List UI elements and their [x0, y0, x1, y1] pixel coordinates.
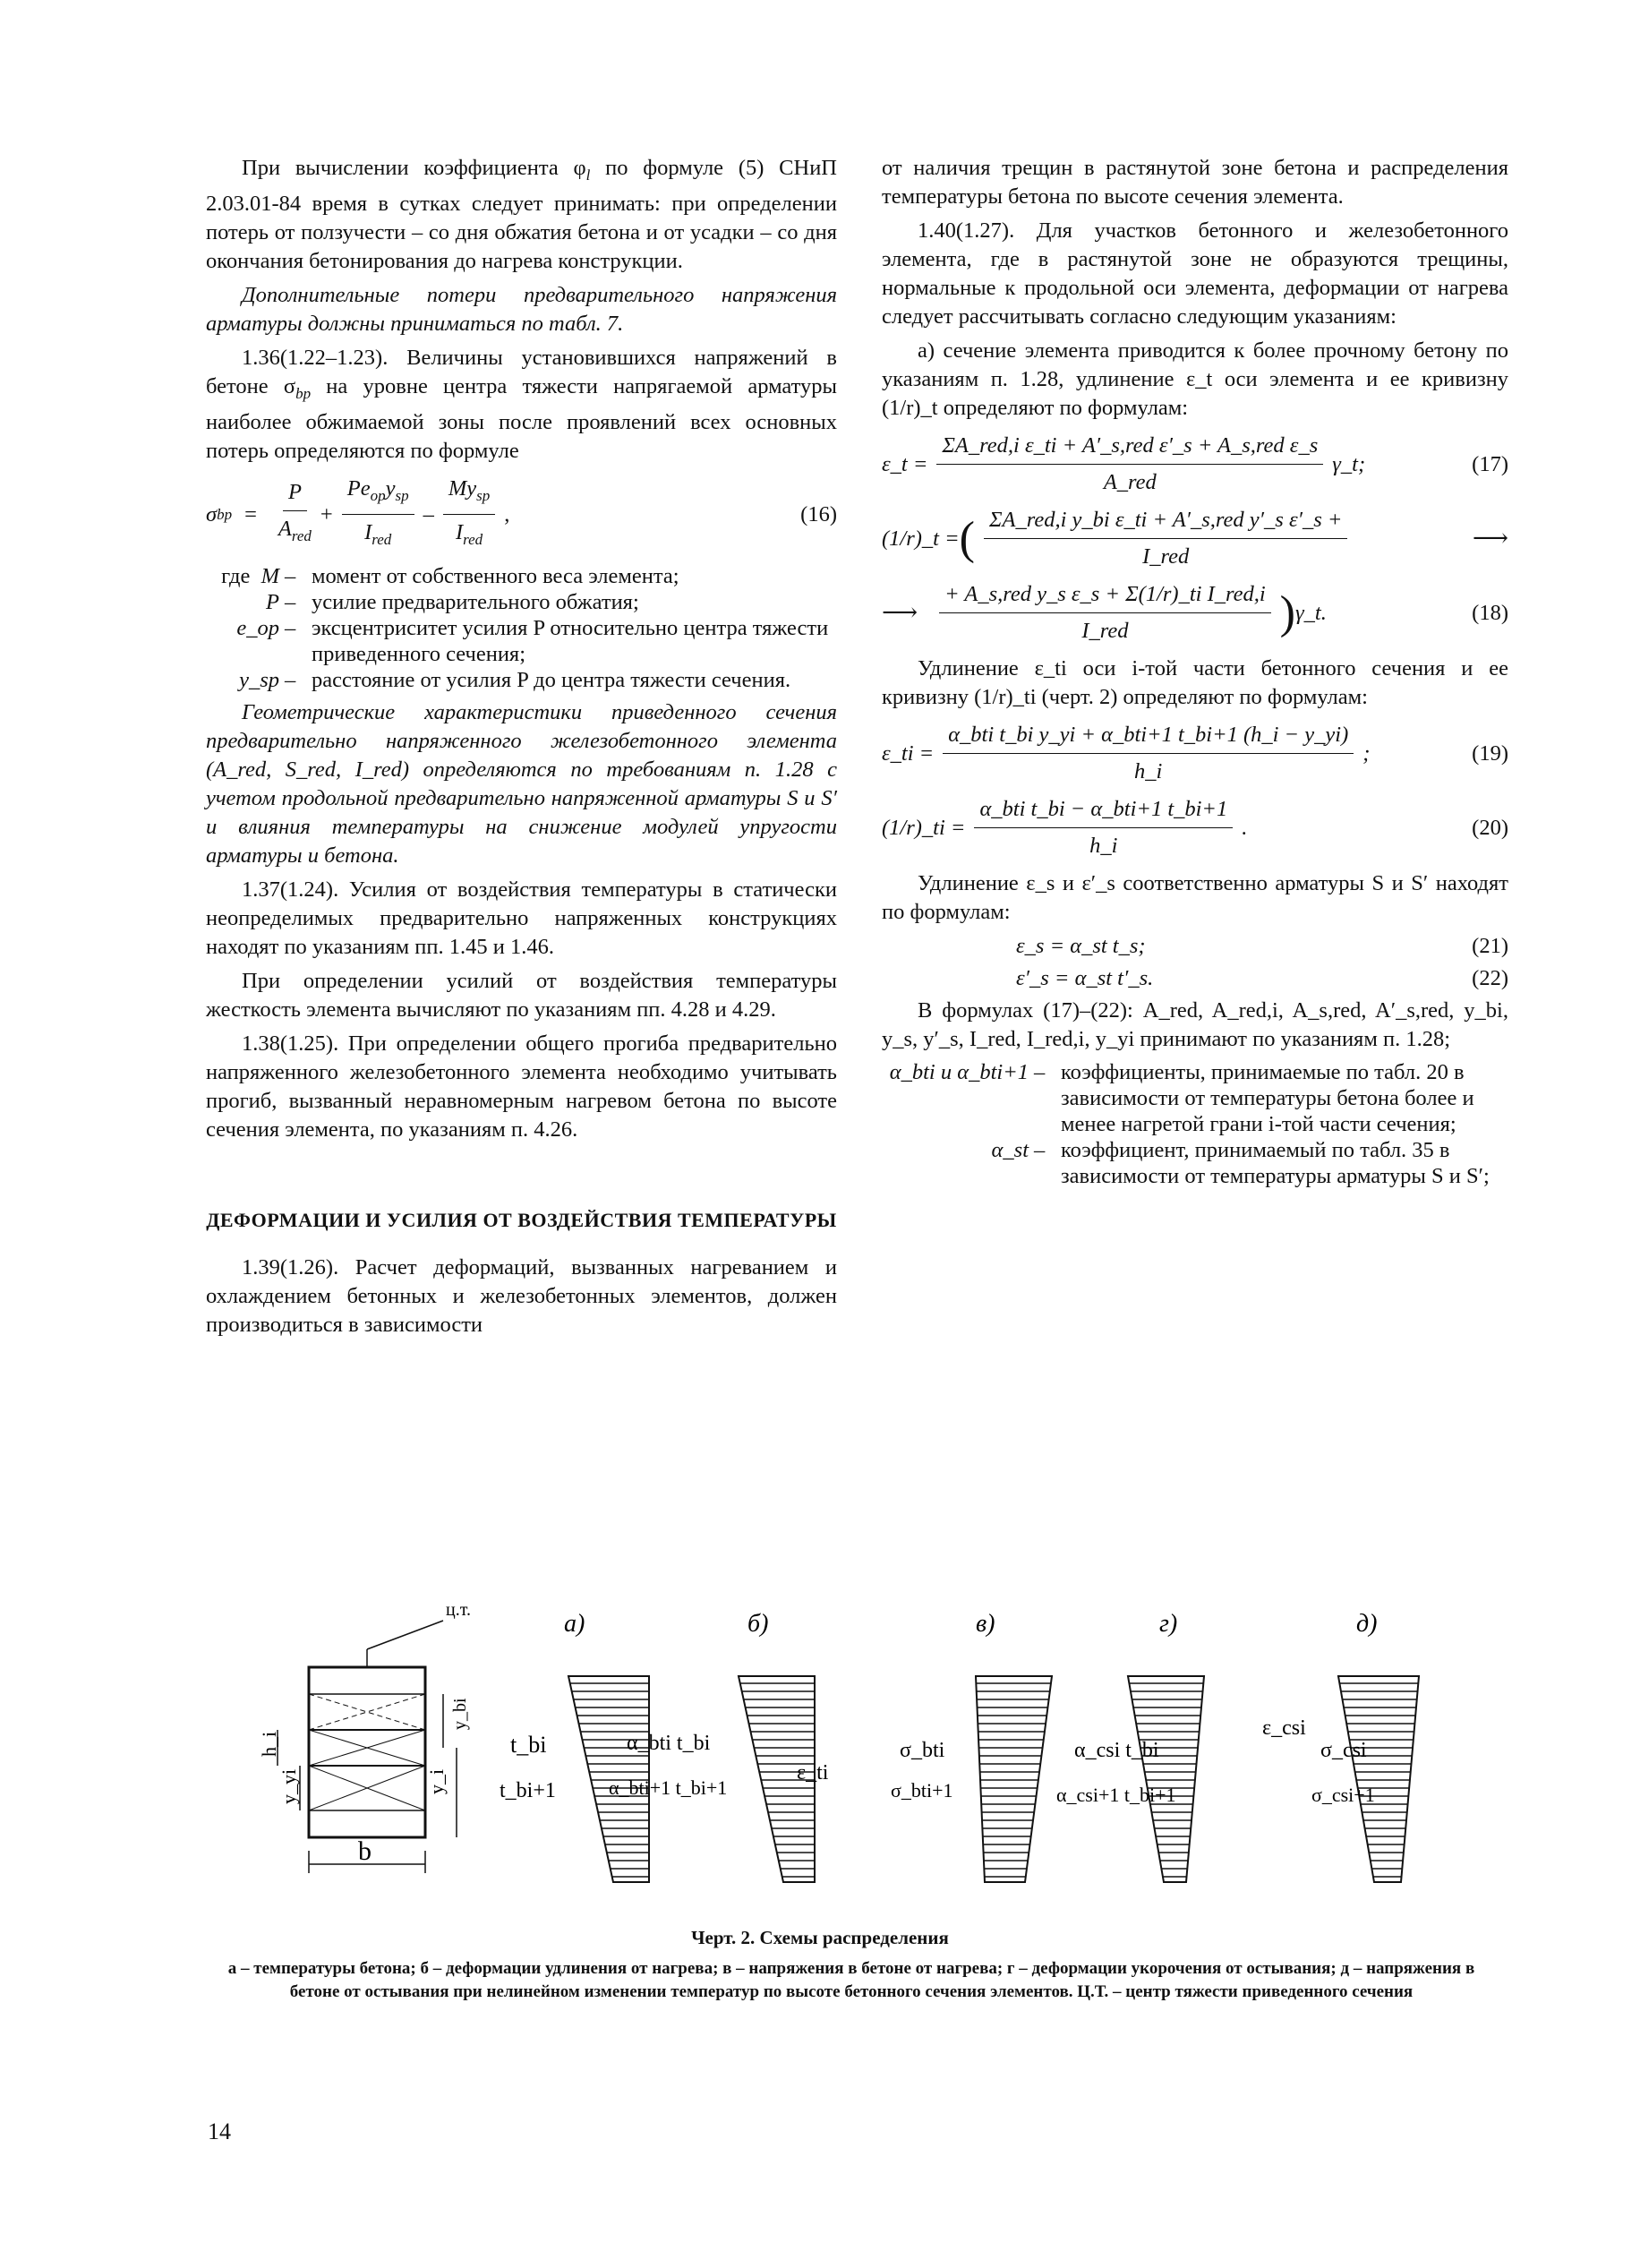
label-scsi1: σ_csi+1 — [1311, 1784, 1375, 1806]
paragraph: При определении усилий от воздействия температуры жесткость элемента вычисляют по указаниям пп. 4.28 и 4.29. — [206, 969, 837, 1022]
yi-label: y_i — [425, 1768, 448, 1794]
paragraph: а) сечение элемента приводится к более прочному бетону по указаниям п. 1.28, удлинение ε_t оси элемента и ее кривизну (1/r)_t определяют по формулам: — [882, 338, 1508, 420]
coefficient-definitions: α_bti и α_bti+1 – коэффициенты, принимаемые по табл. 20 в зависимости от температуры бетона более и менее нагретой грани i-той части сечения; α_st – коэффициент, принимаемый по табл. 35 в зависимости от температуры арматуры S и S′; — [889, 1060, 1490, 1188]
equation-18-line2: ⟶ $\frac{\text{+ A\_s,red y\_s ε\_s + Σ(1/r)\_ti I\_red,i}}{\text{I\_red}}$ ) γ_t. (18) — [882, 582, 1508, 643]
equation-number: (18) — [1472, 600, 1508, 625]
label-scsi: σ_csi — [1320, 1739, 1367, 1762]
label-abti-tbi: α_bti t_bi — [627, 1732, 711, 1755]
panel-letter: д) — [1356, 1610, 1378, 1638]
paragraph-1-39: 1.39(1.26). Расчет деформаций, вызванных нагреванием и охлаждением бетонных и железобетонных элементов, должен производиться в зависимости — [206, 1255, 837, 1337]
paragraph: Удлинение ε_ti оси i-той части бетонного сечения и ее кривизну (1/r)_ti (черт. 2) определяют по формулам: — [882, 656, 1508, 709]
paragraph: Дополнительные потери предварительного напряжения арматуры должны приниматься по табл. 7. — [206, 283, 837, 336]
equation-number: (16) — [800, 501, 837, 526]
equation-number: (19) — [1472, 740, 1508, 766]
panel-letter: в) — [976, 1610, 995, 1638]
figure-caption-text: а – температуры бетона; б – деформации удлинения от нагрева; в – напряжения в бетоне от нагрева; г – деформации укорочения от остывания; д – напряжения в бетоне от остывания при нелинейном изменении температур по высоте бетонного сечения элементов. Ц.Т. – центр тяжести приведенного сечения — [227, 1959, 1475, 2001]
label-ecsi: ε_csi — [1262, 1716, 1306, 1740]
hi-label: h_i — [258, 1731, 280, 1757]
equation-number: (22) — [1472, 966, 1508, 990]
equation-number: (20) — [1472, 815, 1508, 840]
equation-number: (21) — [1472, 934, 1508, 958]
equation-18-line1: (1/r)_t = ( $\frac{\text{ΣA\_red,i y\_bi ε\_ti + A′\_s,red y′\_s ε′\_s +}}{\text{I\_red}}$ ⟶ — [882, 508, 1508, 569]
paragraph-1-36: 1.36(1.22–1.23). Величины установившихся напряжений в бетоне $\sigma_{bp}$ на уровне центра тяжести напрягаемой арматуры наиболее обжимаемой зоны после проявлений всех основных потерь определяются по формуле — [206, 346, 837, 463]
figure-caption-title: Черт. 2. Схемы распределения — [691, 1927, 949, 1948]
yyi-label: y_yi — [278, 1768, 300, 1804]
label-acsi-tbi: α_csi t_bi — [1074, 1739, 1159, 1762]
equation-16: σ bp = $\frac{P}{A_{red}}$ + $\frac{Pe_{op}y_{sp}}{I_{red}}$ – $\frac{My_{sp}}{I_{red}}$ , (16) — [206, 476, 837, 548]
distribution-diagram — [224, 1596, 1513, 1900]
label-sbti: σ_bti — [900, 1739, 945, 1762]
section-heading: ДЕФОРМАЦИИ И УСИЛИЯ ОТ ВОЗДЕЙСТВИЯ ТЕМПЕРАТУРЫ — [206, 1209, 837, 1231]
panel-letter: г) — [1159, 1610, 1178, 1638]
paragraph-1-37: 1.37(1.24). Усилия от воздействия температуры в статически неопределимых предварительно напряженных конструкциях находят по указаниям пп. 1.45 и 1.46. — [206, 877, 837, 959]
paragraph-1-40: 1.40(1.27). Для участков бетонного и железобетонного элемента, где в растянутой зоне не образуются трещины, нормальные к продольной оси элемента, деформации от нагрева следует рассчитывать согласно следующим указаниям: — [882, 218, 1508, 329]
panel-g-shortening — [1056, 1610, 1306, 1882]
paragraph: от наличия трещин в растянутой зоне бетона и распределения температуры бетона по высоте сечения элемента. — [882, 156, 1508, 209]
right-column — [882, 154, 1508, 1194]
ct-label: ц.т. — [446, 1600, 471, 1620]
paragraph: Удлинение ε_s и ε′_s соответственно арматуры S и S′ находят по формулам: — [882, 871, 1508, 924]
page-number: 14 — [208, 2118, 231, 2144]
paragraph-1-38: 1.38(1.25). При определении общего прогиба предварительно напряженного железобетонного элемента необходимо учитывать прогиб, вызванный неравномерным нагревом бетона по высоте сечения элемента, по указаниям п. 4.26. — [206, 1031, 837, 1142]
panel-v-stress-heating — [891, 1610, 1052, 1882]
label-abti1-tbi1: α_bti+1 t_bi+1 — [609, 1776, 728, 1799]
ybi-label: y_bi — [450, 1698, 470, 1730]
panel-d-stress-cooling — [1311, 1610, 1419, 1882]
continuation-arrow: ⟶ — [1472, 524, 1508, 552]
left-column — [206, 154, 837, 1345]
equation-20: (1/r)_ti = $\frac{\text{α\_bti t\_bi − α\_bti+1 t\_bi+1}}{h\_i}$ . (20) — [882, 797, 1508, 858]
panel-letter: а) — [564, 1610, 585, 1638]
paragraph: При вычислении коэффициента $\varphi_l$ по формуле (5) СНиП 2.03.01-84 время в сутках следует принимать: при определении потерь от ползучести – со дня обжатия бетона и от усадки – со дня окончания бетонирования до нагрева конструкции. — [206, 156, 837, 273]
paragraph: Геометрические характеристики приведенного сечения предварительно напряженного железобетонного элемента (A_red, S_red, I_red) определяются по требованиям п. 1.28 с учетом продольной предварительно напряженной арматуры S и S′ и влияния температуры на снижение модулей упругости арматуры и бетона. — [206, 700, 837, 868]
figure-drawing — [224, 1596, 1513, 1900]
label-tbi1: t_bi+1 — [500, 1779, 556, 1802]
equation-22: ε′_s = α_st t′_s. (22) — [1016, 964, 1508, 993]
b-label: b — [358, 1836, 372, 1866]
equation-number: (17) — [1472, 451, 1508, 476]
label-sbti1: σ_bti+1 — [891, 1779, 953, 1802]
symbol-definitions: где M – момент от собственного веса элемента; P – усилие предварительного обжатия; e_op – эксцентриситет усилия P относительно центра тяжести приведенного сечения; y_sp – расстояние от усилия P до центра тяжести сечения. — [221, 564, 829, 692]
equation-21: ε_s = α_st t_s; (21) — [1016, 932, 1508, 961]
cross-section — [258, 1600, 471, 1873]
panel-letter: б) — [747, 1610, 769, 1638]
paragraph: В формулах (17)–(22): A_red, A_red,i, A_s,red, A′_s,red, y_bi, y_s, y′_s, I_red, I_red,i, y_yi принимают по указаниям п. 1.28; — [882, 998, 1508, 1051]
label-eti: ε_ti — [797, 1761, 829, 1784]
label-acsi1-tbi1: α_csi+1 t_bi+1 — [1056, 1784, 1176, 1806]
label-tbi: t_bi — [510, 1732, 547, 1758]
equation-17: ε_t = $\frac{\text{ΣA\_red,i ε\_ti + A′\_s,red ε′\_s + A\_s,red ε\_s}}{\text{A\_red}}$ γ_t; (17) — [882, 433, 1508, 494]
equation-19: ε_ti = $\frac{\text{α\_bti t\_bi y\_yi + α\_bti+1 t\_bi+1 (h\_i − y\_yi)}}{h\_i}$ ; (19) — [882, 723, 1508, 783]
